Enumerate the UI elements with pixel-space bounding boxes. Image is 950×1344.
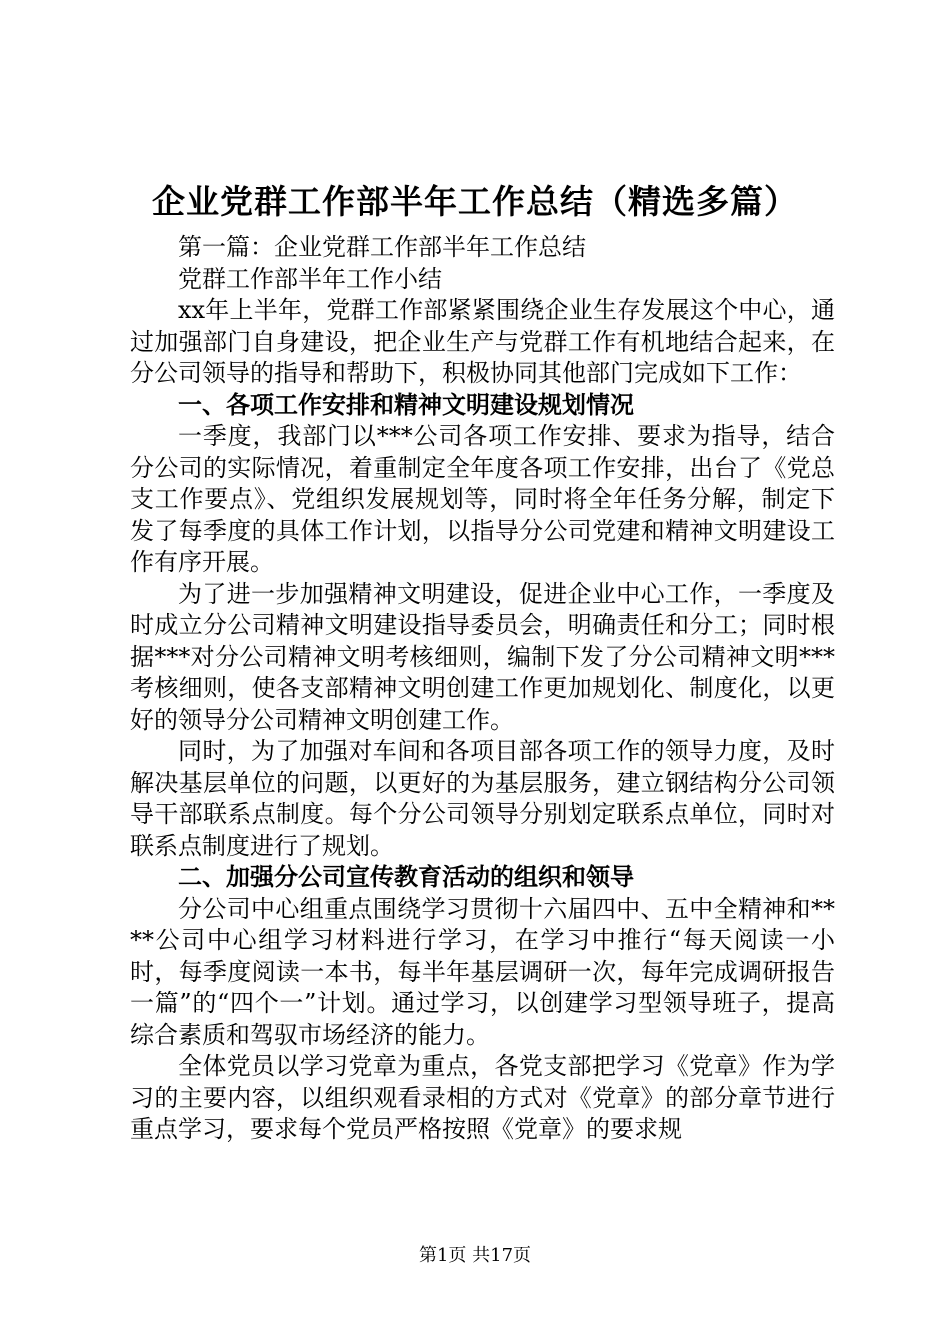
document-title: 企业党群工作部半年工作总结（精选多篇）	[152, 182, 798, 221]
section-heading-1: 一、各项工作安排和精神文明建设规划情况	[178, 390, 634, 419]
paragraph-section2-1: 分公司中心组重点围绕学习贯彻十六届四中、五中全精神和****公司中心组学习材料进行学习，在学习中推行“每天阅读一小时，每季度阅读一本书，每半年基层调研一次，每年完成调研报告一篇”的“四个一”计划。通过学习，以创建学习型领导班子，提高综合素质和驾驭市场经济的能力。	[130, 894, 835, 1049]
paragraph-section2-2: 全体党员以学习党章为重点，各党支部把学习《党章》作为学习的主要内容，以组织观看录相的方式对《党章》的部分章节进行重点学习，要求每个党员严格按照《党章》的要求规	[130, 1052, 835, 1143]
paragraph-section1-3: 同时，为了加强对车间和各项目部各项工作的领导力度，及时解决基层单位的问题，以更好的为基层服务，建立钢结构分公司领导干部联系点制度。每个分公司领导分别划定联系点单位，同时对联系点制度进行了规划。	[130, 737, 835, 860]
paragraph-section1-2: 为了进一步加强精神文明建设，促进企业中心工作，一季度及时成立分公司精神文明建设指导委员会，明确责任和分工；同时根据***对分公司精神文明考核细则，编制下发了分公司精神文明***考核细则，使各支部精神文明创建工作更加规划化、制度化，以更好的领导分公司精神文明创建工作。	[130, 579, 835, 734]
document-body	[130, 232, 835, 1146]
page-number-footer: 第1页 共17页	[418, 1245, 532, 1266]
section-heading-2: 二、加强分公司宣传教育活动的组织和领导	[178, 863, 634, 891]
paragraph-chapter-heading: 第一篇：企业党群工作部半年工作总结	[178, 233, 586, 261]
paragraph-subtitle: 党群工作部半年工作小结	[178, 264, 442, 293]
paragraph-section1-1: 一季度，我部门以***公司各项工作安排、要求为指导，结合分公司的实际情况，着重制定全年度各项工作安排，出台了《党总支工作要点》、党组织发展规划等，同时将全年任务分解，制定下发了每季度的具体工作计划，以指导分公司党建和精神文明建设工作有序开展。	[130, 422, 835, 576]
paragraph-intro: xx年上半年，党群工作部紧紧围绕企业生存发展这个中心，通过加强部门自身建设，把企业生产与党群工作有机地结合起来，在分公司领导的指导和帮助下，积极协同其他部门完成如下工作：	[130, 296, 835, 387]
